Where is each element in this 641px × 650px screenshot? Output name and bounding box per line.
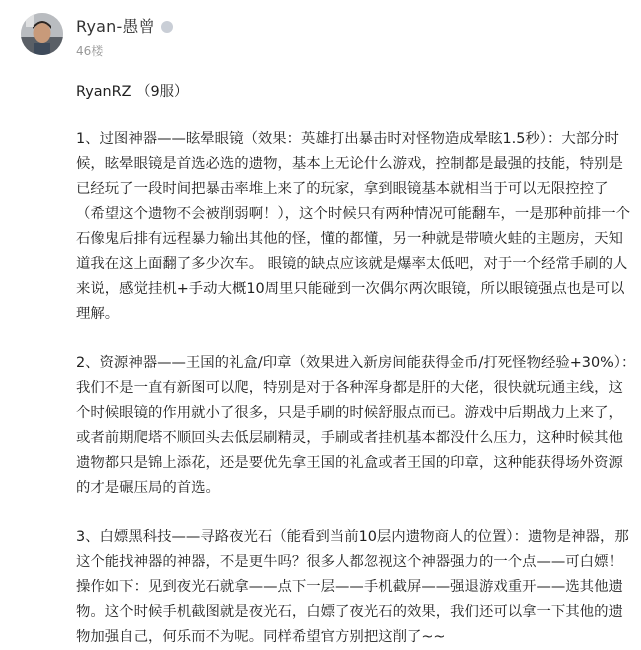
username-text[interactable]: Ryan-愚曾 xyxy=(76,17,155,36)
user-avatar[interactable] xyxy=(21,13,63,55)
paragraph-relic-3: 3、白嫖黑科技——寻路夜光石（能看到当前10层内遗物商人的位置）：遗物是神器，那这个能找神器的神器，不是更牛吗？很多人都忽视这个神器强力的一个点——可白嫖！操作如下：见到夜光石就拿——点下一层——手机截屏——强退游戏重开——选其他遗物。这个时候手机截图就是夜光石，白嫖了夜光石的效果，我们还可以拿一下其他的遗物加强自己，何乐而不为呢。同样希望官方别把这削了~~ xyxy=(76,529,629,645)
floor-number: 46楼 xyxy=(76,44,104,58)
paragraph-relic-2: 2、资源神器——王国的礼盒/印章（效果进入新房间能获得金币/打死怪物经验+30%）：我们不是一直有新图可以爬，特别是对于各种浑身都是肝的大佬，很快就玩通主线，这个时候眼镜的作用就小了很多，只是手刷的时候舒服点而已。游戏中后期战力上来了，或者前期爬塔不顺回头去低层刷精灵，手刷或者挂机基本都没什么压力，这种时候其他遗物都只是锦上添花，还是要优先拿王国的礼盒或者王国的印章，这种能获得场外资源的才是碾压局的首选。 xyxy=(76,355,636,496)
level-badge-icon xyxy=(161,21,173,33)
post-content xyxy=(76,80,636,650)
post-heading: RyanRZ （9服） xyxy=(76,84,189,100)
paragraph-relic-1: 1、过图神器——眩晕眼镜（效果：英雄打出暴击时对怪物造成晕眩1.5秒）：大部分时候，眩晕眼镜是首选必选的遗物，基本上无论什么游戏，控制都是最强的技能，特别是已经玩了一段时间把暴击率堆上来了的玩家，拿到眼镜基本就相当于可以无限控控了（希望这个遗物不会被削弱啊！），这个时候只有两种情况可能翻车，一是那种前排一个石像鬼后排有远程暴力输出其他的怪，懂的都懂，另一种就是带喷火蛙的主题房，天知道我在这上面翻了多少次车。 眼镜的缺点应该就是爆率太低吧，对于一个经常手刷的人来说，感觉挂机+手动大概10周里只能碰到一次偶尔两次眼镜，所以眼镜强点也是可以理解。 xyxy=(76,131,631,322)
username[interactable] xyxy=(76,14,173,37)
user-avatar-photo-icon xyxy=(21,13,63,55)
